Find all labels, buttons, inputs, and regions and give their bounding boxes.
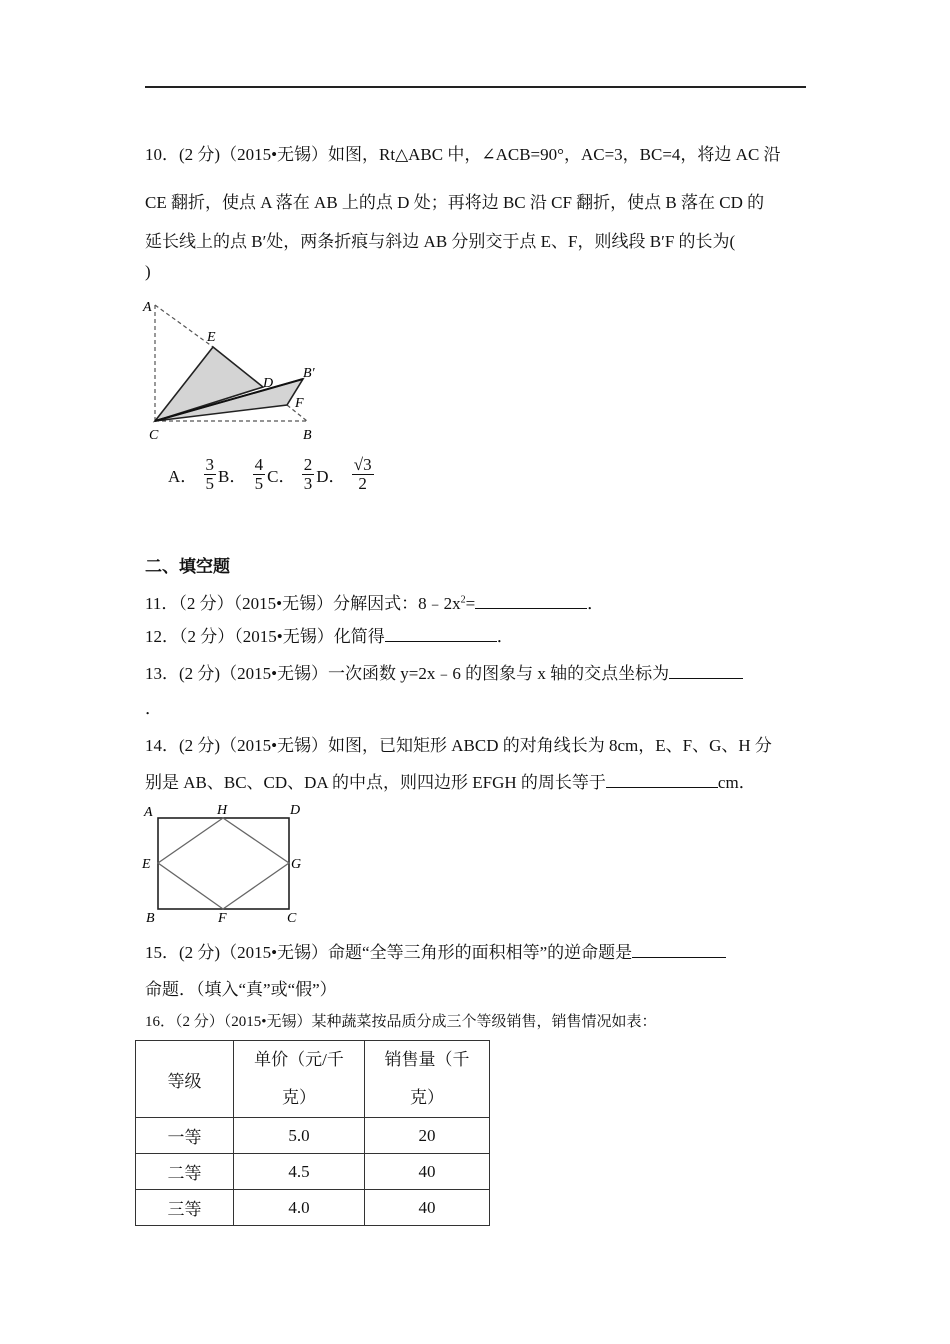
q10-line3: 延长线上的点 B′处，两条折痕与斜边 AB 分别交于点 E、F，则线段 B′F 的长为( [145,232,736,251]
header-qty [365,1041,490,1118]
q10-label-d: D [263,376,274,391]
choice-a-label: A． [168,466,198,486]
q11-exponent: 2 [460,594,466,606]
table-row [136,1154,490,1190]
q14-label-b: B [146,911,155,926]
q14-label-g: G [291,857,302,872]
cell-qty: 40 [365,1154,490,1190]
choice-a-denominator: 5 [205,473,215,493]
q14-label-h: H [217,803,228,818]
q12-end: ． [496,627,514,646]
table-row [136,1118,490,1154]
q14-label-a: A [144,805,153,820]
cell-qty: 40 [365,1190,490,1226]
choice-c-fraction [302,456,315,493]
cell-qty: 20 [365,1118,490,1154]
q10-line4: ) [145,262,151,281]
choice-b-denominator: 5 [254,473,264,493]
q15-line2: 命题．（填入“真”或“假”） [145,980,337,999]
q14-line2 [145,768,756,793]
cell-grade: 三等 [136,1190,234,1226]
section-title: 二、填空题 [145,557,230,577]
choice-d-numerator: √3 [353,455,372,474]
cell-grade: 二等 [136,1154,234,1190]
table-row [136,1190,490,1226]
table-header-row [136,1041,490,1118]
cell-price: 4.5 [234,1154,365,1190]
choice-a-fraction [204,456,217,493]
choice-c-denominator: 3 [303,473,313,493]
q11-text: 11．（2 分）（2015•无锡）分解因式：8﹣2x [145,594,461,613]
cell-grade: 一等 [136,1118,234,1154]
q10-label-f: F [295,396,304,411]
q10-label-a: A [143,300,152,315]
q10-line1: 10．(2 分)（2015•无锡）如图，Rt△ABC 中，∠ACB=90°，AC=3，BC=4，将边 AC 沿 [145,145,781,164]
choice-b-label: B． [218,466,247,486]
cell-price: 4.0 [234,1190,365,1226]
choice-c-label: C． [267,466,296,486]
q11-answer-blank[interactable] [475,594,587,609]
choice-b-fraction [253,456,266,493]
q14-line1: 14．(2 分)（2015•无锡）如图，已知矩形 ABCD 的对角线长为 8cm，E、F、G、H 分 [145,736,772,755]
choice-d-label: D． [316,466,346,486]
cell-price: 5.0 [234,1118,365,1154]
q15-line1 [145,938,726,963]
q11-end: ． [587,594,605,613]
q10-label-b: B [303,428,312,443]
q11-equals: = [465,594,476,613]
q13-text: 13．(2 分)（2015•无锡）一次函数 y=2x﹣6 的图象与 x 轴的交点坐标为 [145,664,670,683]
q14-label-e: E [142,857,151,872]
q10-edge-ae-dashed [155,305,213,347]
q16-text: 16．（2 分）（2015•无锡）某种蔬菜按品质分成三个等级销售，销售情况如表： [145,1014,657,1030]
choice-d-denominator: 2 [352,474,374,493]
q10-figure [135,295,335,445]
choice-b-numerator: 4 [254,455,264,474]
q10-label-bprime: B′ [303,366,315,381]
q14-unit: cm． [717,773,756,792]
choice-c-numerator: 2 [303,455,313,474]
q14-figure [138,798,338,926]
choice-a-numerator: 3 [205,455,215,474]
q14-label-f: F [218,911,227,926]
q14-label-d: D [290,803,301,818]
choice-d-fraction [352,456,374,493]
q10-choices [168,456,376,493]
q15-answer-blank[interactable] [632,943,726,958]
header-qty-line2: 克） [410,1088,444,1107]
q14-text: 别是 AB、BC、CD、DA 的中点，则四边形 EFGH 的周长等于 [145,773,606,792]
q15-text: 15．(2 分)（2015•无锡）命题“全等三角形的面积相等”的逆命题是 [145,943,633,962]
q10-label-c: C [149,428,159,443]
q14-answer-blank[interactable] [606,773,718,788]
q14-quadrilateral-efgh [158,818,289,909]
q12-answer-blank[interactable] [385,627,497,642]
q11-line [145,589,604,614]
q13-answer-blank[interactable] [669,664,743,679]
q16-sales-table [135,1040,490,1226]
header-grade: 等级 [136,1041,234,1118]
q13-line1 [145,659,743,684]
q13-line2: ． [145,699,162,718]
q14-rectangle-abcd [158,818,289,909]
header-price-line1: 单价（元/千 [254,1050,344,1069]
q10-line2: CE 翻折，使点 A 落在 AB 上的点 D 处；再将边 BC 沿 CF 翻折，使点 B 落在 CD 的 [145,193,765,212]
header-price-line2: 克） [282,1088,316,1107]
q12-text: 12．（2 分）（2015•无锡）化简得 [145,627,385,646]
header-price [234,1041,365,1118]
q10-label-e: E [207,330,216,345]
q12-line [145,622,514,647]
header-qty-line1: 销售量（千 [384,1050,470,1069]
q14-label-c: C [287,911,297,926]
top-rule [145,86,806,88]
